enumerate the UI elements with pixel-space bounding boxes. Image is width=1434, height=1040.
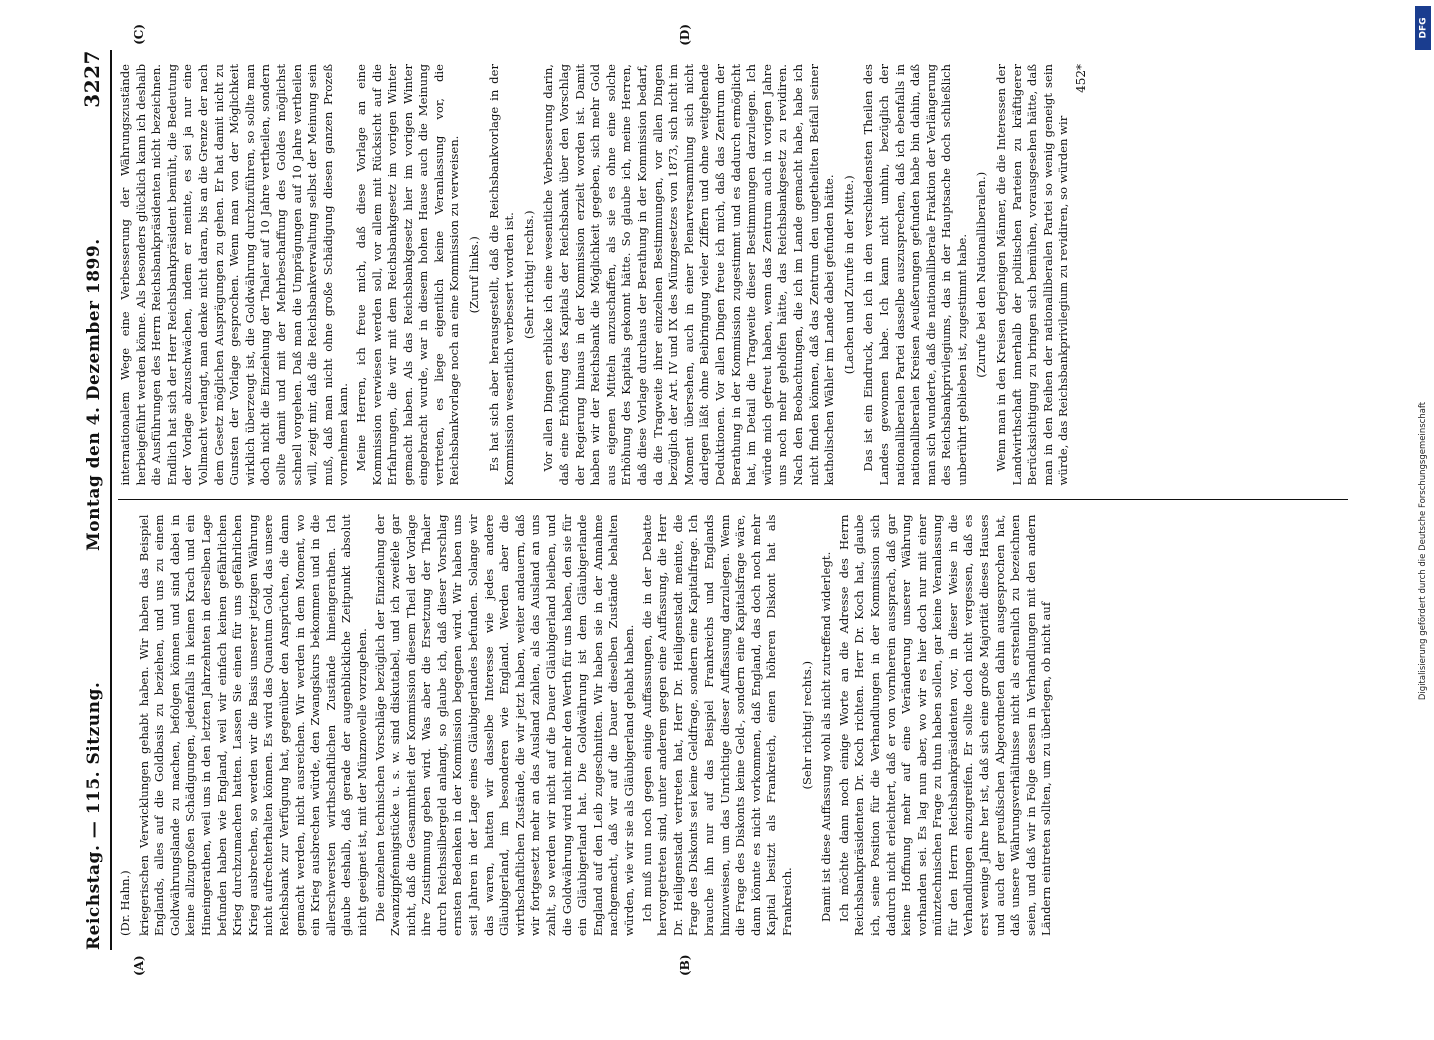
signature-mark: 452* bbox=[1074, 64, 1089, 93]
margin-marker-d: (D) bbox=[678, 24, 692, 46]
header-left: Reichstag. — 115. Sitzung. bbox=[84, 681, 104, 950]
paragraph: Vor allen Dingen erblicke ich eine wesentliche Verbesserung darin, daß eine Erhöhung des Kapitals der Reichsbank über den Vorschlag der Regierung hinaus in der Kommission erzielt worden ist. Damit haben wir der Reichsbank die Möglichkeit gegeben, sich mehr Gold aus eigenen Mitteln anzuschaffen, als sie es ohne eine solche Erhöhung des Kapitals gekonnt hätte. So glaube ich, meine Herren, daß diese Vorlage durchaus der Berathung in der Kommission bedarf, da die Tragweite ihrer einzelnen Bestimmungen, vor allen Dingen bezüglich der Art. IV und IX des Münzgesetzes von 1873, sich nicht im Moment übersehen, auch in einer Plenarversammlung sich nicht darlegen läßt ohne Beibringung vieler Ziffern und ohne weitgehende Deduktionen. Vor allen Dingen freue ich mich, daß das Zentrum der Berathung in der Kommission zugestimmt und es dadurch ermöglicht hat, im Detail die Tragweite dieser Bestimmungen darzulegen. Ich würde mich gefreut haben, wenn das Zentrum auch in vorigen Jahre uns noch mehr geholfen hätte, das Reichsbankgesetz zu revidiren. Nach den Beobachtungen, die ich im Lande gemacht habe, habe ich nicht finden können, daß das Zentrum den ungetheilten Beifall seiner katholischen Wähler im Lande dabei gefunden hätte. bbox=[541, 64, 837, 486]
page-header bbox=[80, 50, 112, 950]
paragraph: Damit ist diese Auffassung wohl als nicht zutreffend widerlegt. bbox=[819, 551, 834, 922]
right-column bbox=[118, 24, 1348, 501]
margin-marker-b: (B) bbox=[678, 954, 692, 976]
left-column bbox=[118, 501, 1348, 976]
paragraph: Wenn man in den Kreisen derjenigen Männer, die die Interessen der Landwirthschaft innerhalb der politischen Parteien zu kräftigerer Berücksichtigung zu bringen sich bemühen, vorausgesehen hätte, daß man in den Reihen der nationalliberalen Partei so wenig geneigt sein würde, das Reichsbankprivilegium zu revidiren, so würden wir bbox=[994, 64, 1071, 486]
interjection: (Sehr richtig! rechts.) bbox=[799, 660, 814, 790]
header-date: Montag den 4. Dezember 1899. bbox=[84, 238, 104, 552]
interjection: (Lachen und Zurufe in der Mitte.) bbox=[841, 175, 856, 375]
text-columns bbox=[118, 24, 1348, 976]
paragraph: Die einzelnen technischen Vorschläge bezüglich der Einziehung der Zwanzigpfennigstücke u. s. w. sind diskutabel, und ich zweifele gar nicht, daß die Gesammtheit der Kommission diesem Theil der Vorlage ihre Zustimmung geben wird. Was aber die Ersetzung der Thaler durch Reichssilbergeld anlangt, so glaube ich, daß dieser Vorschlag ernsten Bedenken in der Kommission begegnen wird. Wir haben uns seit Jahren in der Lage eines Gläubigerlandes befunden. Solange wir das waren, hatten wir dasselbe Interesse wie jedes andere Gläubigerland, im besonderen wie England. Werden aber die wirthschaftlichen Zustände, die wir jetzt haben, weiter andauern, daß wir fortgesetzt mehr an das Ausland zahlen, als das Ausland an uns zahlt, so werden wir nicht auf die Dauer Gläubigerland bleiben, und die Goldwährung wird nicht mehr den Werth für uns haben, den sie für ein Gläubigerland hat. Die Goldwährung ist dem Gläubigerlande England auf den Leib zugeschnitten. Wir haben sie in der Annahme nachgemacht, daß wir auf die Dauer dieselben Zustände behalten würden, wie wir sie als Gläubigerland gehabt haben. bbox=[372, 514, 636, 936]
paragraph: Das ist ein Eindruck, den ich in den verschiedensten Theilen des Landes gewonnen habe. Ich kann nicht umhin, bezüglich der nationalliberalen Partei dasselbe auszusprechen, daß ich ebenfalls in nationalliberalen Kreisen Aeußerungen gefunden habe bin dahin, daß man sich wunderte, daß die nationalliberale Fraktion der Verlängerung des Reichsbankprivilegiums, das in der Hauptsache doch schließlich unberührt geblieben ist, zugestimmt habe. bbox=[861, 64, 969, 486]
credit-text: Digitalisierung gefördert durch die Deutsche Forschungsgemeinschaft bbox=[1418, 401, 1428, 701]
dfg-logo: DFG bbox=[1415, 6, 1431, 50]
paragraph: Meine Herren, ich freue mich, daß diese Vorlage an eine Kommission verwiesen werden soll, vor allem mit Rücksicht auf die Erfahrungen, die wir mit dem Reichsbankgesetz im vorigen Winter gemacht haben. Als das Reichsbankgesetz hier im vorigen Winter eingebracht wurde, war in diesem hohen Hause auch die Meinung vertreten, es liege eigentlich keine Veranlassung vor, die Reichsbankvorlage noch an eine Kommission zu verweisen. bbox=[353, 64, 462, 486]
paragraph: Ich möchte dann noch einige Worte an die Adresse des Herrn Reichsbankpräsidenten Dr. Koch richten. Herr Dr. Koch hat, glaube ich, seine Position für die Verhandlungen in der Kommission sich dadurch nicht erleichtert, daß er von vornherein aussprach, daß gar keine Hoffnung mehr auf eine Veränderung unserer Währung vorhanden sei. Es lag nun aber, wo wir es hier doch nur mit einer münztechnischen Frage zu thun haben sollen, gar keine Veranlassung für den Herrn Reichsbankpräsidenten vor, in dieser Weise in die Verhandlungen einzugreifen. Er sollte doch nicht vergessen, daß es erst wenige Jahre her ist, daß sich eine große Majorität dieses Hauses und auch der preußischen Abgeordneten dahin ausgesprochen hat, daß unsere Währungsverhältnisse nicht als erstenlich zu bezeichnen seien, und daß wir in Folge dessen in Verhandlungen mit den andern Ländern eintreten sollten, um zu überlegen, ob nicht auf bbox=[836, 514, 1054, 936]
paragraph: Ich muß nun noch gegen einige Auffassungen, die in der Debatte hervorgetreten sind, unter anderem gegen eine Auffassung, die Herr Dr. Heiligenstadt vertreten hat, Herr Dr. Heiligenstadt meinte, die Frage des Diskonts sei keine Geldfrage, sondern eine Kapitalfrage. Ich brauche ihn nur auf das Beispiel Frankreichs und Englands hinzuweisen, um das Unrichtige dieser Auffassung darzulegen. Wenn die Frage des Diskonts keine Geld-, sondern eine Kapitalsfrage wäre, dann könnte es nicht vorkommen, daß England, das doch noch mehr Kapital besitzt als Frankreich, einen höheren Diskont hat als Frankreich. bbox=[639, 514, 794, 936]
margin-marker-a: (A) bbox=[132, 955, 146, 976]
margin-marker-c: (C) bbox=[132, 24, 146, 45]
speaker-name: (Dr. Hahn.) bbox=[118, 870, 132, 936]
interjection: (Zuruf links.) bbox=[467, 236, 482, 314]
paragraph: kriegerischen Verwicklungen gehabt haben. Wir haben das Beispiel Englands, alles auf die Goldbasis zu beziehen, und uns zu einem Goldwährungslande zu machen, befolgen können und sind dabei in keine allzugroßen Schädigungen, jedenfalls in keinen Krach und ein Hineingerathen, weil uns in den letzten Jahrzehnten in derselben Lage befunden haben wie England, weil wir einfach keinen gefährlichen Krieg durchzumachen hatten. Lassen Sie einen für uns gefährlichen Krieg ausbrechen, so werden wir die Basis unserer jetzigen Währung nicht aufrechterhalten können. Es wird das Quantum Gold, das unsere Reichsbank zur Verfügung hat, gegenüber den Ansprüchen, die dann gemacht werden, nicht ausreichen. Wir werden in dem Moment, wo ein Krieg ausbrechen würde, den Zwangskurs bekommen und in die allerschwersten wirthschaftlichen Zustände hineingerathen. Ich glaube deshalb, daß gerade der augenblickliche Zeitpunkt absolut nicht geeignet ist, mit der Münznovelle vorzugehen. bbox=[136, 514, 369, 936]
digitisation-credit bbox=[1414, 6, 1432, 996]
interjection: (Sehr richtig! rechts.) bbox=[521, 210, 536, 340]
paragraph: internationalem Wege eine Verbesserung der Währungszustände herbeigeführt werden könne. Als besonders glücklich kann ich deshalb die Ausführungen des Herrn Reichsbankpräsidenten nicht bezeichnen. Endlich hat sich der Herr Reichsbankpräsident bemüht, die Bedeutung der Vorlage abzuschwächen, indem er meinte, es sei ja nur eine Vollmacht verlangt, man denke nicht daran, bis an die Grenze der nach dem Gesetz möglichen Ausprägungen zu gehen. Er hat damit nicht zu Gunsten der Vorlage gesprochen. Wenn man von der Möglichkeit wirklich überzeugt ist, die Goldwährung durchzuführen, so sollte man doch nicht die Einziehung der Thaler auf 10 Jahre vertheilen, sondern sollte damit und mit der Mehrbeschaffung des Goldes möglichst schnell vorgehen. Daß man die Umprägungen auf 10 Jahre vertheilen will, zeigt mir, daß die Reichsbankverwaltung selbst der Meinung sein muß, daß man nicht ohne große Schädigung diesen ganzen Prozeß vornehmen kann. bbox=[118, 64, 351, 486]
paragraph: Es hat sich aber herausgestellt, daß die Reichsbankvorlage in der Kommission wesentlich verbessert worden ist. bbox=[486, 64, 517, 486]
interjection: (Zurufe bei den Nationalliberalen.) bbox=[974, 171, 989, 378]
page-number: 3227 bbox=[80, 50, 104, 108]
rotated-page bbox=[52, 20, 1382, 980]
